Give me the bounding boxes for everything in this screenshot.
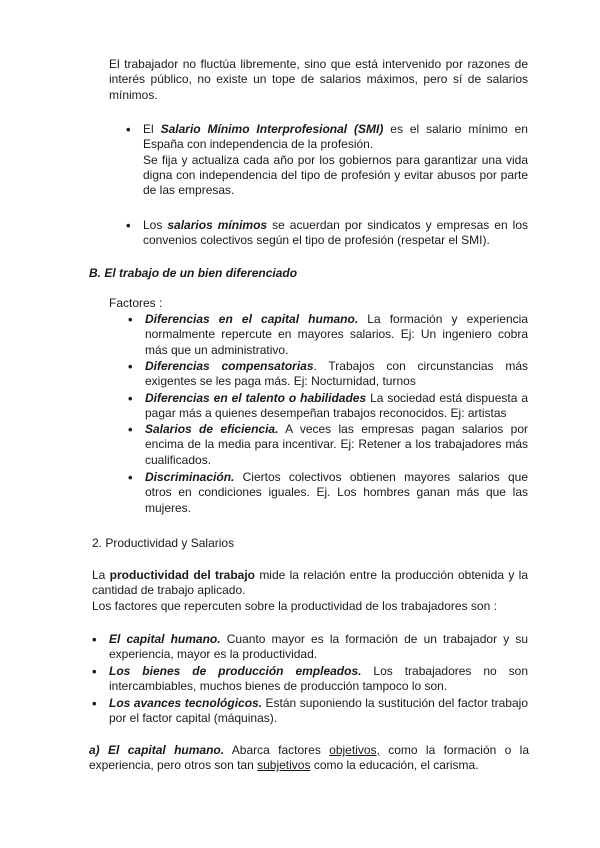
productividad-paragraph: La productividad del trabajo mide la relación entre la producción obtenida y la cantidad de trabajo aplicado. Los factores que repercuten sobre la productividad de los trabajadores son : bbox=[92, 568, 528, 613]
section-2-title: 2. Productividad y Salarios bbox=[92, 536, 235, 550]
salarios-minimos-term: salarios mínimos bbox=[167, 218, 268, 232]
smi-bullet: • El Salario Mínimo Interprofesional (SMI) es el salario mínimo en España con independencia de la profesión. Se fija y actualiza cada año por los gobiernos para garantizar una vida digna con independencia del tipo de profesión y evitar abusos por parte de las empresas. bbox=[143, 122, 528, 198]
section-b-heading: B. El trabajo de un bien diferenciado bbox=[89, 266, 298, 280]
factores-label: Factores : bbox=[109, 296, 163, 310]
factor-item: • Diferencias compensatorias. Trabajos con circunstancias más exigentes se les paga más. Ej: Nocturnidad, turnos bbox=[145, 359, 528, 390]
intro-paragraph: El trabajador no fluctúa libremente, sino que está intervenido por razones de interés público, no existe un tope de salarios máximos, pero sí de salarios mínimos. bbox=[109, 57, 528, 102]
factor-item: • Diferencias en el capital humano. La formación y experiencia normalmente repercute en mayores salarios. Ej: Un ingeniero cobra más que un administrativo. bbox=[145, 312, 528, 358]
factor-item: • Diferencias en el talento o habilidades La sociedad está dispuesta a pagar más a quienes desempeñan trabajos reconocidos. Ej: artistas bbox=[145, 391, 528, 422]
factor-item: • Salarios de eficiencia. A veces las empresas pagan salarios por encima de la media para incentivar. Ej: Retener a los trabajadores más cualificados. bbox=[145, 422, 528, 468]
productividad-factor-item: • Los bienes de producción empleados. Los trabajadores no son intercambiables, muchos bienes de producción tampoco lo son. bbox=[109, 664, 528, 695]
smi-term: Salario Mínimo Interprofesional (SMI) bbox=[160, 122, 384, 136]
productividad-term: productividad del trabajo bbox=[109, 568, 255, 582]
factor-item: • Discriminación. Ciertos colectivos obtienen mayores salarios que otros en condiciones iguales. Ej. Los hombres ganan más que las mujeres. bbox=[145, 470, 528, 516]
productividad-factor-item: • El capital humano. Cuanto mayor es la formación de un trabajador y su experiencia, mayor es la productividad. bbox=[109, 632, 528, 663]
item-a-capital-humano: a) El capital humano. Abarca factores objetivos, como la formación o la experiencia, pero otros son tan subjetivos como la educación, el carisma. bbox=[89, 743, 529, 773]
salarios-minimos-bullet: • Los salarios mínimos se acuerdan por sindicatos y empresas en los convenios colectivos según el tipo de profesión (respetar el SMI). bbox=[143, 218, 528, 249]
productividad-factor-item: • Los avances tecnológicos. Están suponiendo la sustitución del factor trabajo por el factor capital (máquinas). bbox=[109, 696, 528, 727]
